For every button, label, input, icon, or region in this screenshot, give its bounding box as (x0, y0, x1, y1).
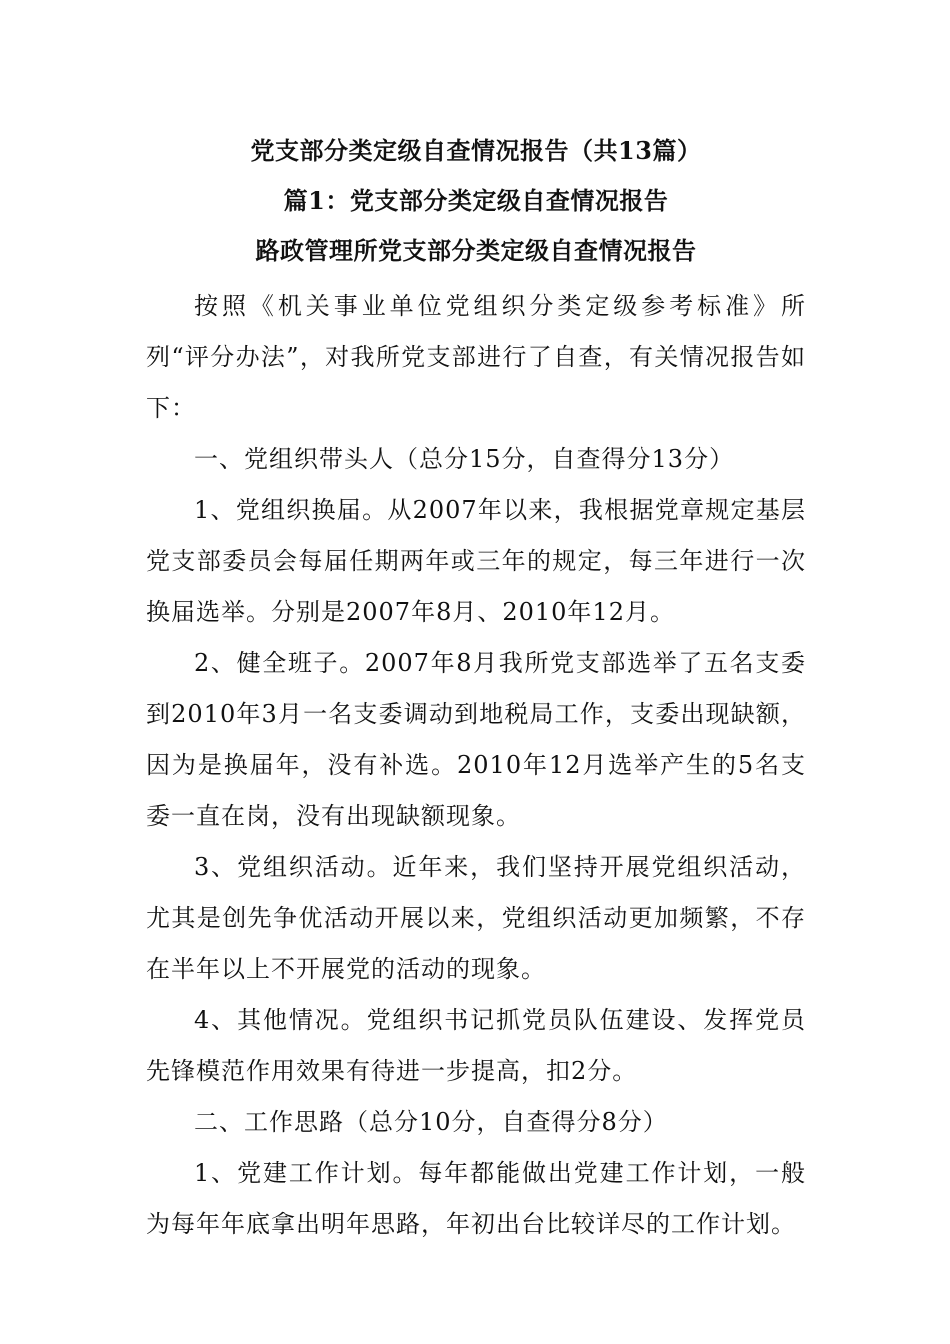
section-heading-leader: 一、党组织带头人（总分15分，自查得分13分） (194, 445, 735, 473)
section-heading-approach: 二、工作思路（总分10分，自查得分8分） (194, 1108, 668, 1136)
document-main-title: 党支部分类定级自查情况报告（共13篇） (250, 136, 702, 165)
paragraph-activities: 3、党组织活动。近年来，我们坚持开展党组织活动，尤其是创先争优活动开展以来，党组织活动更加频繁，不存在半年以上不开展党的活动的现象。 (146, 853, 806, 983)
paragraph-team: 2、健全班子。2007年8月我所党支部选举了五名支委到2010年3月一名支委调动到地税局工作，支委出现缺额，因为是换届年，没有补选。2010年12月选举产生的5名支委一直在岗，没有出现缺额现象。 (146, 649, 806, 830)
paragraph-other: 4、其他情况。党组织书记抓党员队伍建设、发挥党员先锋模范作用效果有待进一步提高，扣2分。 (146, 1006, 806, 1085)
paragraph-plan: 1、党建工作计划。每年都能做出党建工作计划，一般为每年年底拿出明年思路，年初出台比较详尽的工作计划。 (146, 1159, 806, 1238)
document-content (146, 126, 806, 1250)
paragraph-election: 1、党组织换届。从2007年以来，我根据党章规定基层党支部委员会每届任期两年或三年的规定，每三年进行一次换届选举。分别是2007年8月、2010年12月。 (146, 496, 806, 626)
document-sub-title: 篇1：党支部分类定级自查情况报告 (283, 186, 669, 215)
paragraph-intro: 按照《机关事业单位党组织分类定级参考标准》所列“评分办法”，对我所党支部进行了自查，有关情况报告如下： (146, 292, 806, 422)
report-title: 路政管理所党支部分类定级自查情况报告 (255, 236, 697, 265)
document-body (146, 281, 806, 1250)
